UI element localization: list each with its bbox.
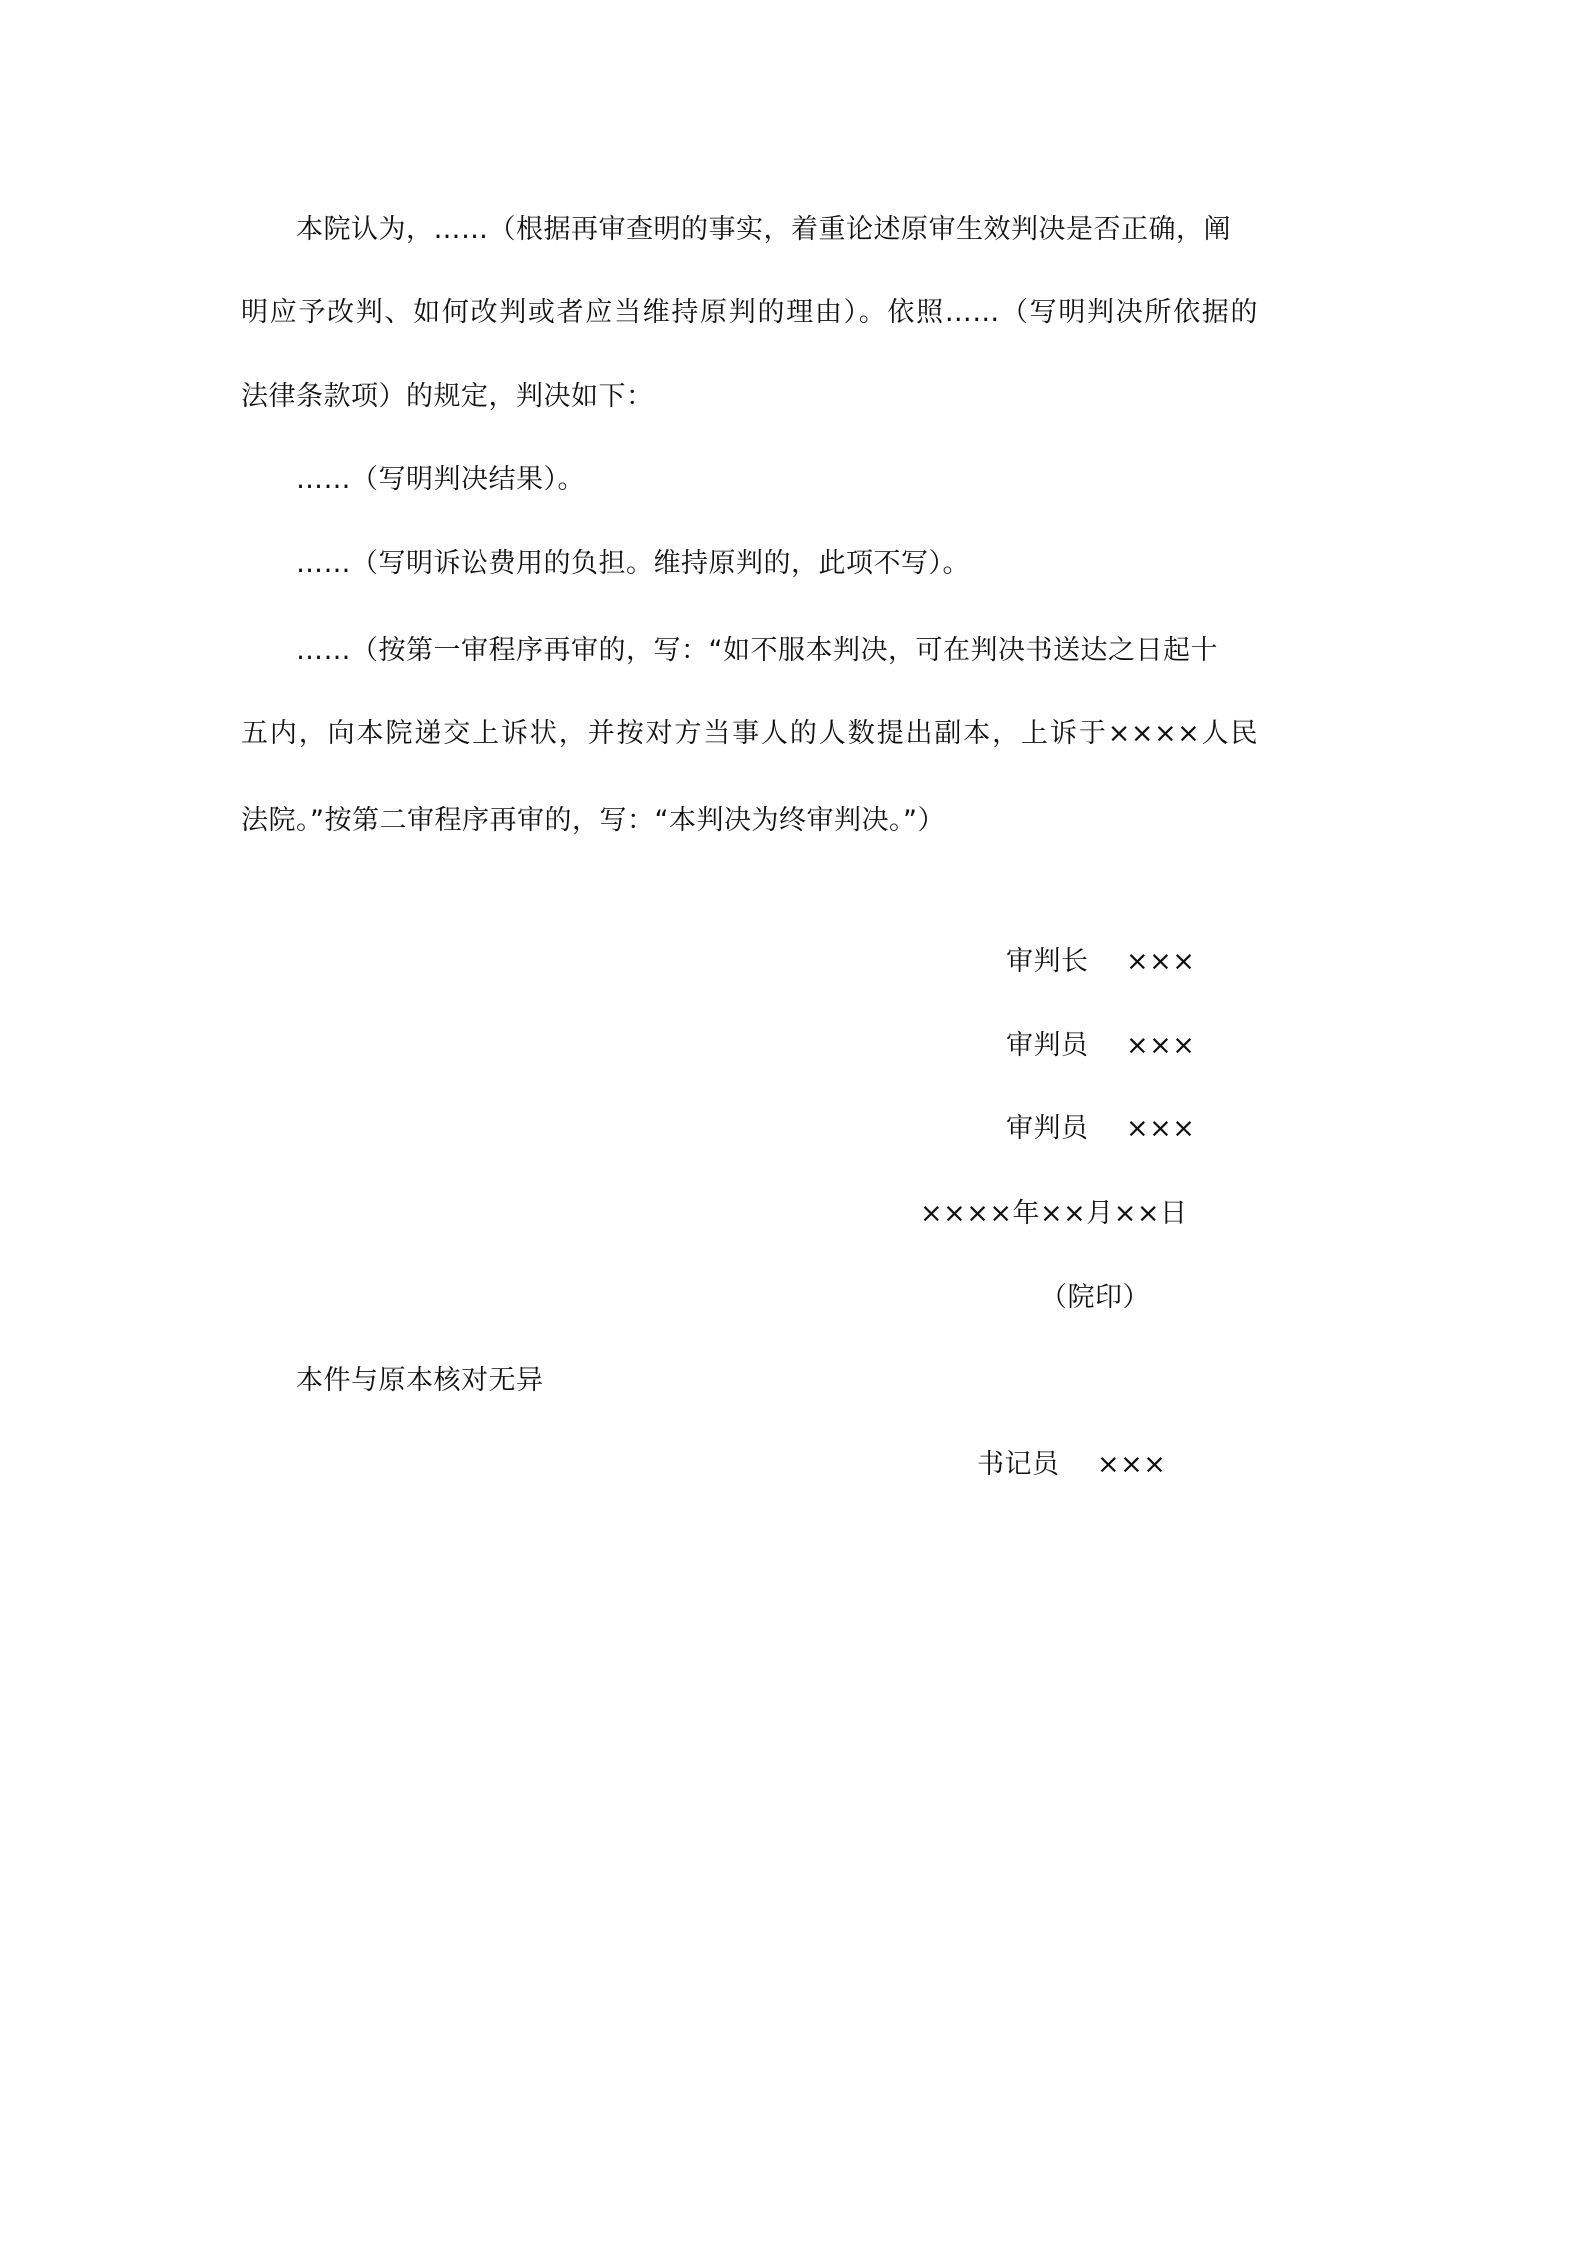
- court-seal-note: （院印）: [1040, 1282, 1150, 1313]
- reasoning-paragraph-line-1: 本院认为，……（根据再审查明的事实，着重论述原审生效判决是否正确，阐: [296, 214, 1231, 245]
- clerk-title: 书记员: [977, 1449, 1060, 1480]
- verification-statement: 本件与原本核对无异: [296, 1365, 544, 1396]
- signature-judge-2: [1006, 1112, 1195, 1146]
- signature-judge-1: [1006, 1029, 1195, 1063]
- appeal-notice-line-3: 法院。”按第二审程序再审的，写：“本判决为终审判决。”）: [241, 805, 945, 836]
- reasoning-paragraph-line-3: 法律条款项）的规定，判决如下：: [241, 381, 654, 412]
- judgment-result-line: ……（写明判决结果）。: [296, 464, 585, 495]
- judge-2-name: ×××: [1126, 1113, 1196, 1144]
- judge-1-title: 审判员: [1006, 1030, 1089, 1061]
- signature-presiding-judge: [1006, 945, 1195, 979]
- judge-1-name: ×××: [1126, 1030, 1196, 1061]
- presiding-judge-title: 审判长: [1006, 946, 1089, 977]
- appeal-notice-line-1: ……（按第一审程序再审的，写：“如不服本判决，可在判决书送达之日起十: [296, 635, 1218, 666]
- judge-2-title: 审判员: [1006, 1113, 1089, 1144]
- litigation-cost-line: ……（写明诉讼费用的负担。维持原判的，此项不写）。: [296, 548, 970, 579]
- reasoning-paragraph-line-2: 明应予改判、如何改判或者应当维持原判的理由）。依照……（写明判决所依据的: [241, 297, 1258, 328]
- presiding-judge-name: ×××: [1126, 946, 1196, 977]
- signature-clerk: [977, 1448, 1166, 1482]
- clerk-name: ×××: [1097, 1449, 1167, 1480]
- appeal-notice-line-2: 五内，向本院递交上诉状，并按对方当事人的人数提出副本，上诉于××××人民: [241, 718, 1258, 749]
- judgment-date: ××××年××月××日: [920, 1198, 1188, 1229]
